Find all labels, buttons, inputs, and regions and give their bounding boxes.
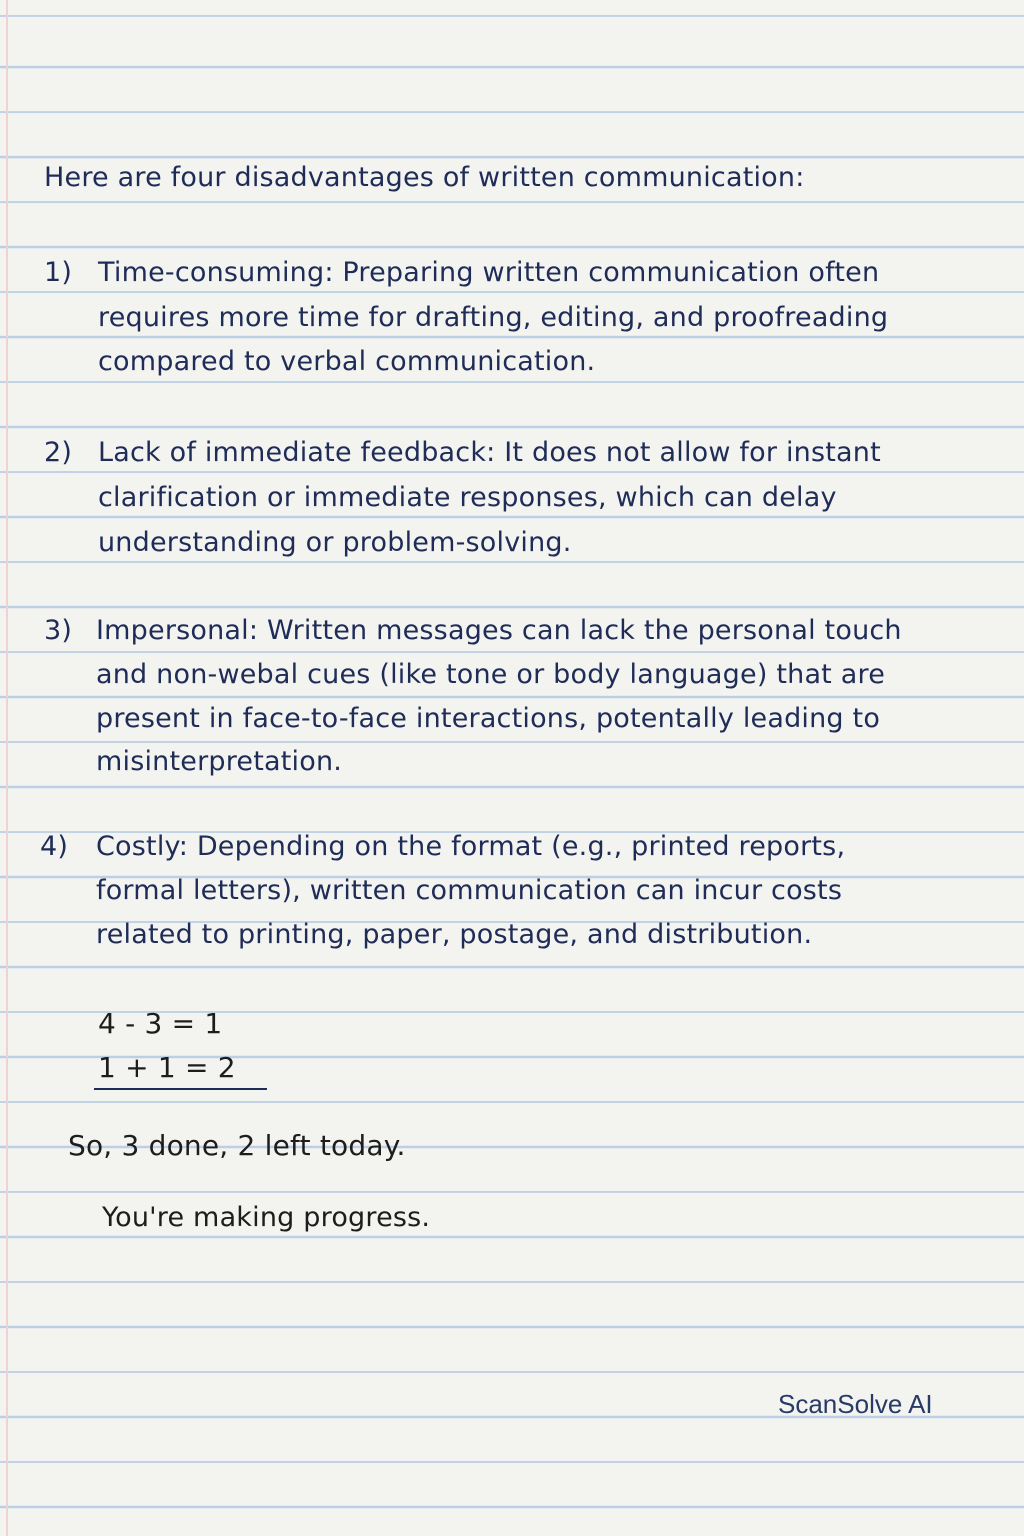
item-line: compared to verbal communication. <box>98 346 596 377</box>
item-line: formal letters), written communication can incur costs <box>96 875 843 906</box>
item-line: Costly: Depending on the format (e.g., printed reports, <box>96 831 846 862</box>
item-line: misinterpretation. <box>96 746 343 777</box>
item-line: related to printing, paper, postage, and distribution. <box>96 919 813 950</box>
item-line: clarification or immediate responses, which can delay <box>98 482 837 513</box>
item-number: 2) <box>44 437 73 468</box>
math-underline <box>94 1088 267 1090</box>
item-line: understanding or problem-solving. <box>98 527 572 558</box>
item-line: present in face-to-face interactions, potentally leading to <box>96 703 881 734</box>
item-line: Impersonal: Written messages can lack the personal touch <box>96 615 902 646</box>
math-line-1: 4 - 3 = 1 <box>98 1007 223 1040</box>
item-number: 4) <box>40 831 69 862</box>
heading: Here are four disadvantages of written communication: <box>44 162 805 193</box>
item-line: requires more time for drafting, editing, and proofreading <box>98 302 889 333</box>
encouragement: You're making progress. <box>102 1202 431 1233</box>
item-line: and non-webal cues (like tone or body language) that are <box>96 659 886 690</box>
footer-brand: ScanSolve AI <box>778 1389 933 1419</box>
item-number: 3) <box>44 615 73 646</box>
conclusion: So, 3 done, 2 left today. <box>68 1129 406 1162</box>
math-line-2: 1 + 1 = 2 <box>98 1051 236 1084</box>
item-line: Lack of immediate feedback: It does not allow for instant <box>98 437 881 468</box>
item-number: 1) <box>44 257 73 288</box>
margin-line <box>6 0 8 1536</box>
item-line: Time-consuming: Preparing written communication often <box>98 257 880 288</box>
